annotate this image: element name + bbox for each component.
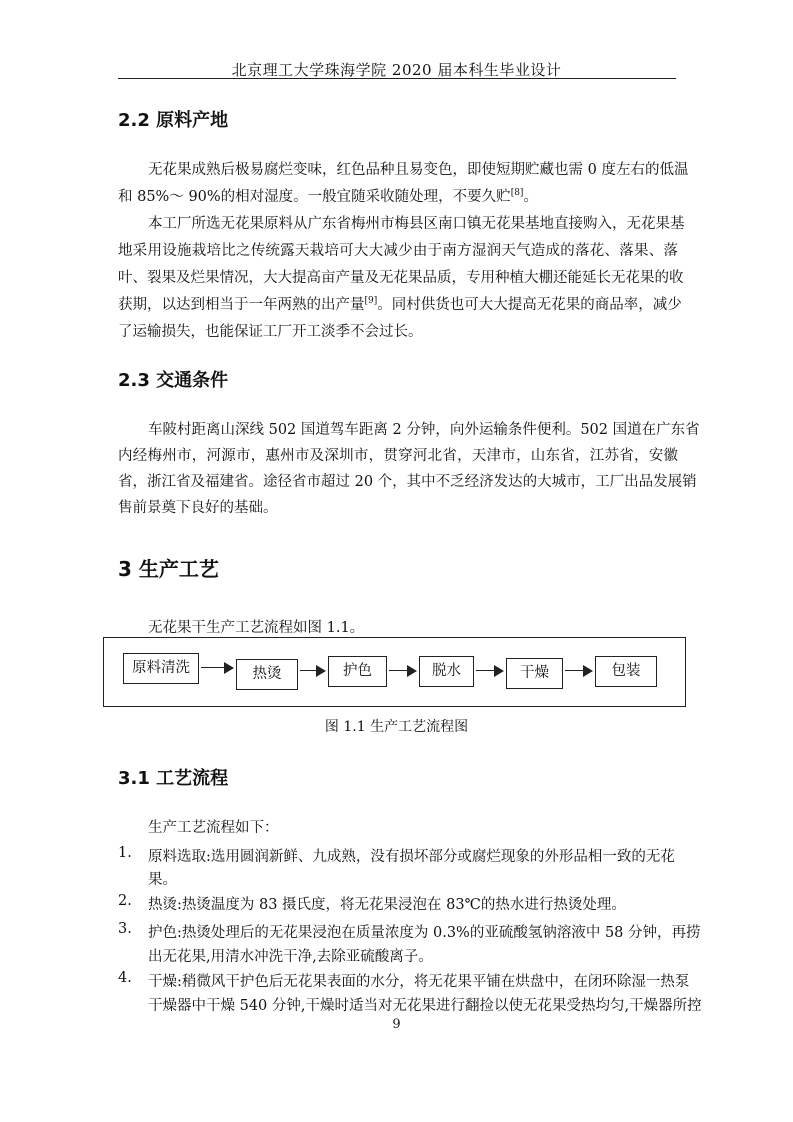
heading-3-1: 3.1 工艺流程	[118, 768, 229, 789]
flow-step-dehydrate: 脱水	[419, 656, 474, 687]
paragraph-line: 内经梅州市，河源市，惠州市及深圳市，贯穿河北省，天津市，山东省，江苏省，安徽	[118, 448, 678, 464]
list-intro: 生产工艺流程如下：	[148, 820, 279, 836]
flow-step-dry: 干燥	[506, 658, 563, 689]
paragraph-line: 本工厂所选无花果原料从广东省梅州市梅县区南口镇无花果基地直接购入，无花果基	[148, 216, 685, 232]
figure-caption: 图 1.1 生产工艺流程图	[324, 719, 469, 735]
flow-arrow	[201, 662, 234, 674]
list-item-number: 3.	[118, 921, 132, 937]
list-item-line: 干燥器中干燥 540 分钟,干燥时适当对无花果进行翻捡以使无花果受热均匀,干燥器所控	[148, 998, 702, 1014]
flow-arrow	[476, 665, 504, 677]
flow-step-wash: 原料清洗	[123, 653, 199, 684]
header-rule	[118, 78, 676, 79]
flow-arrow	[389, 665, 417, 677]
paragraph-line: 了运输损失，也能保证工厂开工淡季不会过长。	[118, 324, 423, 340]
citation-ref: [8]	[510, 188, 524, 199]
paragraph-line: 获期，以达到相当于一年两熟的出产量[9]。同村供货也可大大提高无花果的商品率，减少	[118, 296, 682, 313]
flow-step-package: 包装	[595, 656, 657, 687]
citation-ref: [9]	[364, 296, 378, 307]
list-item-line: 原料选取:选用圆润新鲜、九成熟，没有损坏部分或腐烂现象的外形品相一致的无花	[148, 849, 675, 865]
heading-3: 3 生产工艺	[118, 557, 219, 581]
flow-step-blanch: 热烫	[236, 659, 298, 690]
paragraph-line: 售前景奠下良好的基础。	[118, 500, 278, 516]
paragraph-line: 叶、裂果及烂果情况，大大提高亩产量及无花果品质，专用种植大棚还能延长无花果的收	[118, 270, 684, 286]
list-item-line: 干燥:稍微风干护色后无花果表面的水分，将无花果平铺在烘盘中，在闭环除湿一热泵	[148, 974, 690, 990]
paragraph-line: 和 85%～ 90%的相对湿度。一般宜随采收随处理，不要久贮[8]。	[118, 188, 538, 205]
flow-step-color-protect: 护色	[328, 656, 387, 687]
paragraph-line: 无花果成熟后极易腐烂变味，红色品种且易变色，即使短期贮藏也需 0 度左右的低温	[148, 162, 689, 178]
paragraph-line: 省，浙江省及福建省。途径省市超过 20 个，其中不乏经济发达的大城市，工厂出品发展销	[118, 474, 697, 490]
flow-arrow	[565, 665, 593, 677]
list-item-number: 1.	[118, 845, 132, 861]
list-item-line: 出无花果,用清水冲洗干净,去除亚硫酸离子。	[148, 949, 433, 965]
heading-2-3: 2.3 交通条件	[118, 370, 229, 391]
heading-2-2: 2.2 原料产地	[118, 110, 229, 131]
list-item-line: 热烫:热烫温度为 83 摄氏度，将无花果浸泡在 83℃的热水进行热烫处理。	[148, 897, 626, 913]
page-number: 9	[392, 1017, 401, 1032]
paragraph-line: 车陂村距离山深线 502 国道驾车距离 2 分钟，向外运输条件便利。502 国道在广东省	[148, 422, 700, 438]
paragraph-line: 地采用设施栽培比之传统露天栽培可大大减少由于南方湿润天气造成的落花、落果、落	[118, 243, 678, 259]
list-item-line: 果。	[148, 872, 177, 888]
flow-arrow	[300, 665, 326, 677]
figure-intro: 无花果干生产工艺流程如图 1.1。	[148, 620, 365, 636]
running-header: 北京理工大学珠海学院 2020 届本科生毕业设计	[231, 61, 562, 79]
list-item-line: 护色:热烫处理后的无花果浸泡在质量浓度为 0.3%的亚硫酸氢钠溶液中 58 分钟，再捞	[148, 925, 701, 941]
list-item-number: 4.	[118, 970, 132, 986]
list-item-number: 2.	[118, 893, 132, 909]
